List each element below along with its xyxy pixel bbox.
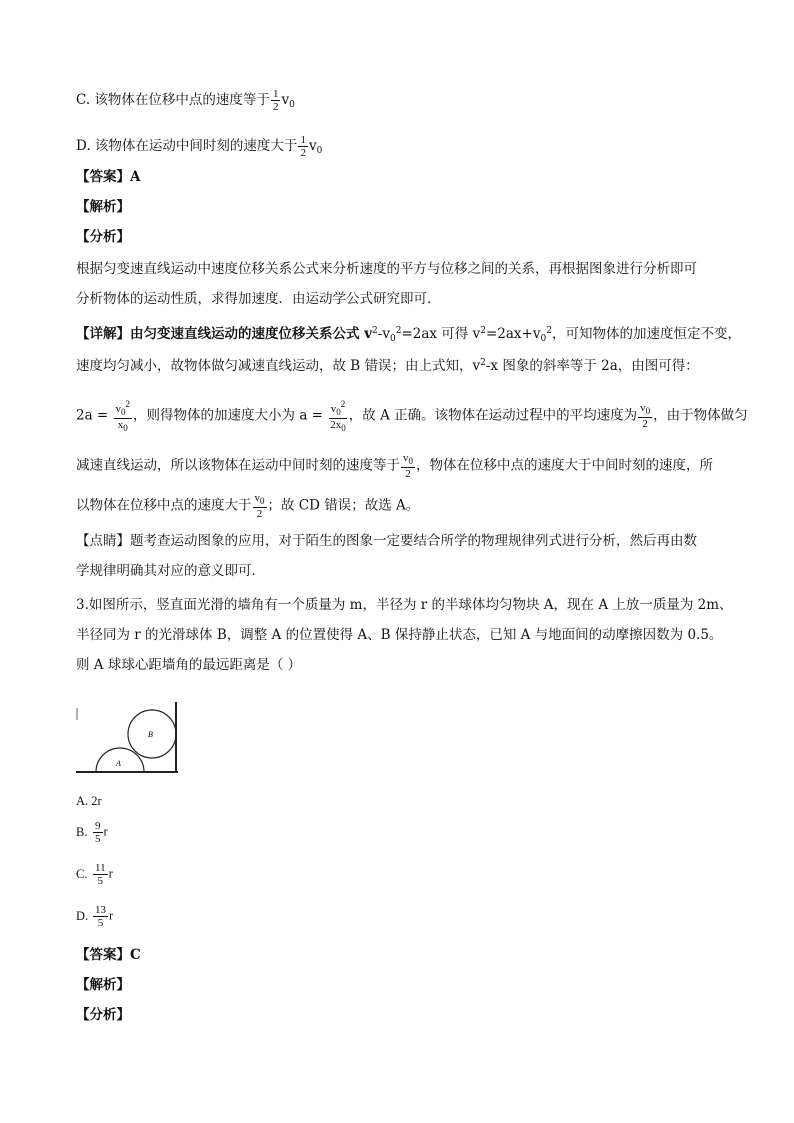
frac-num: 13: [95, 904, 106, 916]
v0: v: [330, 403, 337, 415]
v0-sub: 0: [289, 100, 295, 110]
sup: 2: [480, 358, 486, 368]
detail-text: 【详解】由匀变速直线运动的速度位移关系公式 v: [76, 326, 373, 342]
v0-sub: 0: [316, 146, 323, 156]
v0: v: [254, 492, 260, 504]
q3-option-d: [76, 904, 113, 929]
fenxi-q2: 【分析】: [76, 229, 130, 245]
fenxi-q3: 【分析】: [76, 1007, 130, 1023]
sub: 0: [540, 334, 547, 344]
fraction-v0-2: [638, 402, 652, 430]
detail-text: 速度均匀减小，故物体做匀减速直线运动，故 B 错误；由上式知，v: [76, 358, 481, 374]
analysis-line-2: 分析物体的运动性质，求得加速度．由运动学公式研究即可．: [76, 291, 441, 307]
q3-option-a: A. 2r: [76, 794, 102, 808]
detail-line-1: [76, 322, 741, 348]
2x0: 2x: [330, 419, 342, 431]
frac-den: 2: [642, 418, 648, 430]
fraction-v0-2: [253, 492, 267, 520]
v0: v: [403, 452, 409, 464]
v0: v: [115, 403, 122, 415]
jiexi-q2: 【解析】: [76, 199, 130, 215]
frac-den: 2: [272, 101, 279, 113]
v0: v: [640, 402, 646, 414]
option-c-q2: [76, 88, 295, 114]
detail-line-2: [76, 354, 699, 375]
sub: 0: [121, 407, 126, 417]
fraction-half: [298, 134, 308, 159]
detail-text: =2ax 可得 v: [401, 326, 481, 342]
label-a: A: [116, 759, 121, 768]
sub: 0: [123, 423, 128, 433]
fraction: [93, 904, 108, 929]
sup: 2: [546, 326, 552, 336]
frac-num: 1: [300, 134, 306, 146]
answer-q3: 【答案】C: [76, 947, 141, 963]
answer-q2: 【答案】A: [76, 169, 141, 185]
option-text: D. 该物体在运动中间时刻的速度大于: [76, 138, 298, 154]
sub: 0: [645, 406, 651, 416]
dianjing-line-1: 【点睛】题考查运动图象的应用，对于陌生的图象一定要结合所学的物理规律列式进行分析，然后再由数: [76, 533, 697, 549]
detail-text: ，则得物体的加速度大小为 a =: [133, 407, 323, 424]
sup: 2: [125, 399, 131, 409]
detail-text: -v: [377, 326, 390, 342]
q3-stem-line-2: 半径同为 r 的光滑球体 B，调整 A 的位置使得 A、B 保持静止状态，已知 A 与地面间的动摩擦因数为 0.5。: [76, 627, 723, 643]
frac-num: 11: [95, 862, 106, 874]
sub: 0: [389, 334, 396, 344]
detail-line-4: [76, 452, 713, 480]
sup: 2: [480, 326, 486, 336]
frac-den: 2: [256, 508, 263, 520]
q3-stem-line-3: 则 A 球球心距墙角的最远距离是（ ）: [76, 657, 302, 673]
detail-text: ，物体在位移中点的速度大于中间时刻的速度，所: [416, 457, 713, 474]
frac-den: 5: [95, 833, 101, 845]
option-label: D.: [76, 909, 89, 923]
detail-text: ，故 A 正确。该物体在运动过程中的平均速度为: [348, 407, 638, 424]
fraction-v0sq-2x0: [328, 398, 348, 434]
sup: 2: [372, 326, 378, 336]
q3-option-b: [76, 820, 108, 845]
detail-text: ，由于物体做匀: [653, 407, 748, 424]
frac-den: 5: [97, 917, 104, 929]
option-text: C. 该物体在位移中点的速度等于: [76, 92, 270, 108]
wall-corner-diagram: [74, 700, 184, 778]
r: r: [108, 866, 113, 881]
fraction-v0-2: [401, 452, 415, 480]
jiexi-q3: 【解析】: [76, 977, 130, 993]
fraction: [93, 862, 108, 887]
detail-text: 2a =: [76, 407, 109, 424]
r: r: [109, 908, 114, 923]
detail-line-5: [76, 492, 419, 520]
sub: 0: [408, 456, 413, 466]
frac-num: 1: [272, 88, 279, 100]
detail-text: 减速直线运动，所以该物体在运动中间时刻的速度等于: [76, 457, 400, 474]
dianjing-line-2: 学规律明确其对应的意义即可．: [76, 563, 265, 579]
sub: 0: [336, 407, 341, 417]
frac-num: 9: [95, 820, 101, 832]
q3-option-c: [76, 862, 113, 887]
frac-den: 5: [97, 875, 104, 887]
detail-text: ，可知物体的加速度恒定不变，: [551, 326, 741, 342]
q3-stem-line-1: 3.如图所示，竖直面光滑的墙角有一个质量为 m，半径为 r 的半球体均匀物块 A，现在 A 上放一质量为 2m、: [76, 597, 733, 613]
detail-line-3: [76, 398, 748, 434]
sup: 2: [340, 399, 346, 409]
sub: 0: [341, 423, 346, 433]
sup: 2: [395, 326, 402, 336]
sub: 0: [260, 496, 265, 506]
r: r: [103, 824, 108, 839]
frac-den: 2: [405, 468, 411, 480]
fraction-v0sq-x0: [114, 398, 133, 434]
fraction: [93, 820, 103, 845]
label-b: B: [148, 730, 153, 739]
detail-text: =2ax+v: [485, 326, 541, 342]
detail-text: -x 图象的斜率等于 2a，由图可得：: [485, 358, 699, 374]
option-d-q2: [76, 134, 322, 160]
option-label: C.: [76, 867, 88, 881]
detail-text: 以物体在位移中点的速度大于: [76, 497, 252, 514]
v0: v: [281, 92, 290, 108]
option-label: B.: [76, 825, 88, 839]
detail-text: ；故 CD 错误；故选 A。: [267, 497, 420, 514]
frac-den: 2: [300, 147, 306, 159]
v0: v: [308, 138, 317, 154]
fraction-half: [271, 88, 281, 113]
analysis-line-1: 根据匀变速直线运动中速度位移关系公式来分析速度的平方与位移之间的关系，再根据图象进行分析即可: [76, 261, 697, 277]
x0: x: [117, 419, 124, 431]
